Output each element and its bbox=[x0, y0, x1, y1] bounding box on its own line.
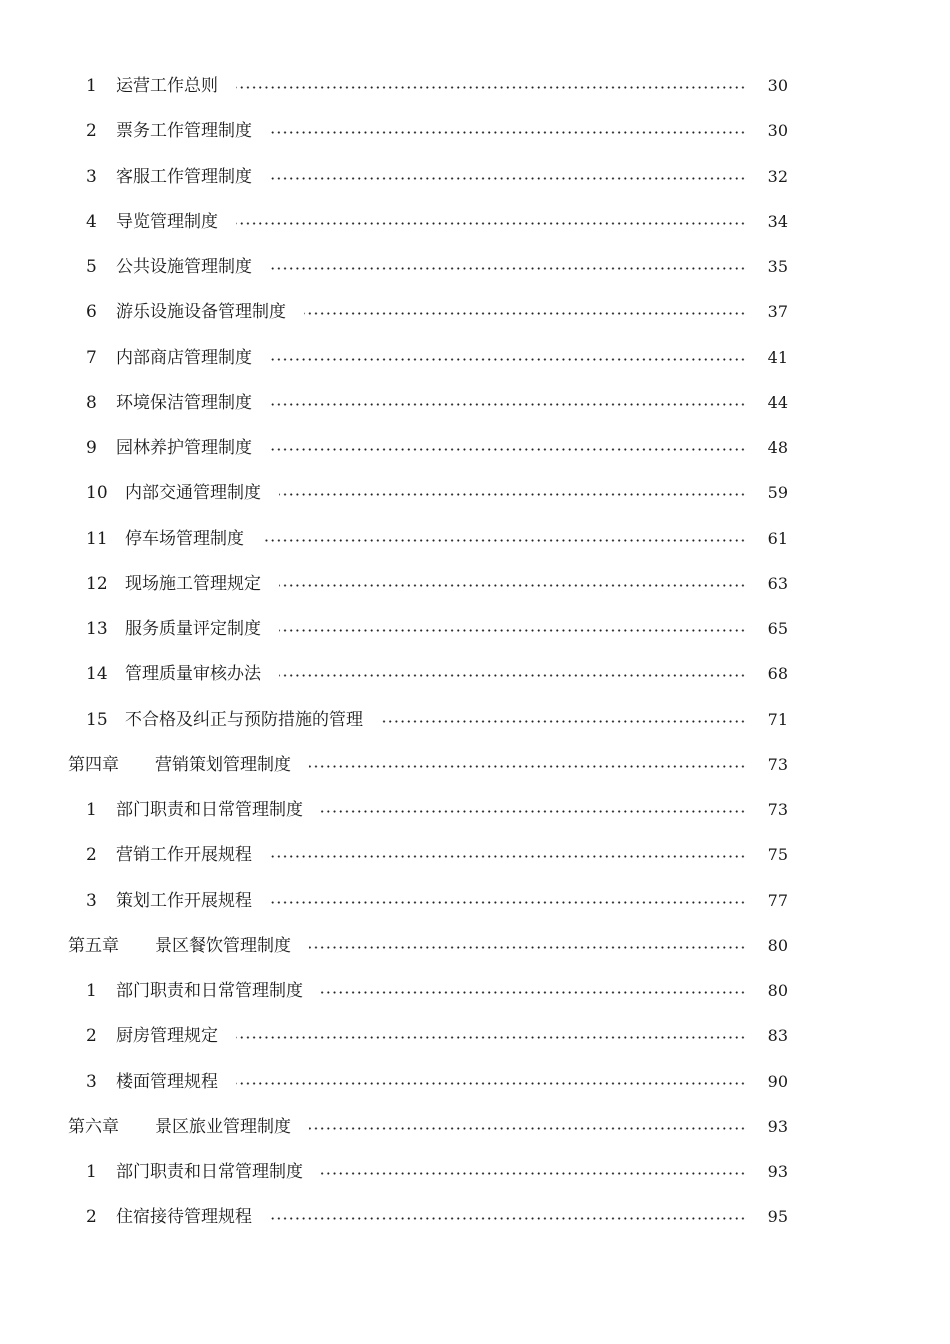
toc-entry-row[interactable] bbox=[0, 1150, 950, 1195]
entry-title: 环境保洁管理制度 bbox=[116, 392, 252, 413]
page-number: 30 bbox=[767, 76, 788, 95]
toc-label bbox=[86, 75, 218, 97]
page-number: 48 bbox=[767, 438, 788, 457]
toc-label bbox=[86, 890, 252, 912]
entry-number: 7 bbox=[86, 347, 97, 368]
toc-chapter-row[interactable] bbox=[0, 924, 950, 969]
dot-leader bbox=[321, 991, 746, 994]
toc-entry-row[interactable] bbox=[0, 562, 950, 607]
toc-label bbox=[86, 844, 252, 866]
toc-entry-row[interactable] bbox=[0, 64, 950, 109]
entry-number: 13 bbox=[86, 619, 108, 639]
toc-label bbox=[86, 166, 252, 188]
page-number: 73 bbox=[767, 754, 788, 774]
page-number: 93 bbox=[767, 1116, 788, 1136]
page-number: 30 bbox=[767, 121, 788, 141]
page-number: 41 bbox=[767, 347, 788, 367]
page-number: 71 bbox=[767, 709, 788, 729]
page-number: 37 bbox=[767, 302, 788, 322]
chapter-number: 第四章 bbox=[68, 754, 119, 775]
entry-title: 管理质量审核办法 bbox=[125, 664, 261, 685]
toc-entry-row[interactable] bbox=[0, 290, 950, 335]
dot-leader bbox=[270, 901, 746, 904]
toc-label bbox=[86, 392, 252, 414]
entry-number: 1 bbox=[86, 1162, 97, 1182]
dot-leader bbox=[321, 810, 746, 813]
toc-label bbox=[68, 935, 291, 957]
dot-leader bbox=[270, 358, 746, 361]
toc-entry-row[interactable] bbox=[0, 109, 950, 154]
entry-number: 6 bbox=[86, 302, 97, 323]
entry-title: 厨房管理规定 bbox=[116, 1026, 218, 1047]
toc-entry-row[interactable] bbox=[0, 698, 950, 743]
entry-number: 9 bbox=[86, 438, 97, 458]
toc-entry-row[interactable] bbox=[0, 969, 950, 1014]
dot-leader bbox=[279, 584, 746, 587]
page-number: 80 bbox=[767, 935, 788, 955]
entry-number: 1 bbox=[86, 800, 97, 820]
entry-number: 8 bbox=[86, 392, 97, 413]
page-number: 95 bbox=[767, 1207, 788, 1227]
entry-title: 部门职责和日常管理制度 bbox=[116, 1162, 303, 1182]
toc-label bbox=[86, 663, 261, 685]
page-number: 75 bbox=[767, 845, 788, 865]
dot-leader bbox=[270, 403, 746, 406]
entry-title: 楼面管理规程 bbox=[116, 1071, 218, 1092]
dot-leader bbox=[270, 448, 746, 451]
toc-entry-row[interactable] bbox=[0, 245, 950, 290]
toc-label bbox=[86, 301, 286, 323]
toc-entry-row[interactable] bbox=[0, 607, 950, 652]
entry-title: 策划工作开展规程 bbox=[116, 890, 252, 911]
toc-label bbox=[86, 573, 261, 595]
page-number: 35 bbox=[767, 257, 788, 276]
toc-entry-row[interactable] bbox=[0, 1060, 950, 1105]
page-number: 77 bbox=[767, 890, 788, 910]
entry-title: 公共设施管理制度 bbox=[116, 257, 252, 277]
dot-leader bbox=[309, 946, 746, 949]
page-number: 44 bbox=[767, 392, 788, 412]
toc-entry-row[interactable] bbox=[0, 471, 950, 516]
dot-leader bbox=[270, 177, 746, 180]
toc-label bbox=[86, 1206, 252, 1228]
page-number: 80 bbox=[767, 981, 788, 1000]
toc-entry-row[interactable] bbox=[0, 200, 950, 245]
entry-number: 2 bbox=[86, 1026, 97, 1047]
entry-number: 14 bbox=[86, 664, 108, 685]
dot-leader bbox=[236, 222, 746, 225]
chapter-title: 景区旅业管理制度 bbox=[155, 1116, 291, 1137]
dot-leader bbox=[270, 855, 746, 858]
page-number: 34 bbox=[767, 211, 788, 231]
toc-entry-row[interactable] bbox=[0, 833, 950, 878]
page-number: 61 bbox=[767, 528, 788, 548]
dot-leader bbox=[279, 493, 746, 496]
page-number: 83 bbox=[767, 1026, 788, 1046]
entry-number: 3 bbox=[86, 890, 97, 911]
entry-number: 2 bbox=[86, 845, 97, 866]
toc-label bbox=[86, 799, 303, 821]
toc-entry-row[interactable] bbox=[0, 1195, 950, 1240]
toc-chapter-row[interactable] bbox=[0, 743, 950, 788]
entry-number: 3 bbox=[86, 166, 97, 187]
toc-label bbox=[86, 618, 261, 640]
page-number: 65 bbox=[767, 619, 788, 638]
toc-label bbox=[86, 482, 261, 504]
toc-entry-row[interactable] bbox=[0, 788, 950, 833]
toc-entry-row[interactable] bbox=[0, 1014, 950, 1059]
entry-title: 运营工作总则 bbox=[116, 76, 218, 96]
chapter-number: 第六章 bbox=[68, 1116, 119, 1137]
page-number: 93 bbox=[767, 1162, 788, 1181]
entry-number: 15 bbox=[86, 709, 108, 730]
toc-label bbox=[86, 211, 218, 233]
toc-label bbox=[86, 1161, 303, 1183]
entry-number: 11 bbox=[86, 528, 108, 549]
dot-leader bbox=[236, 86, 746, 89]
page-number: 73 bbox=[767, 800, 788, 819]
dot-leader bbox=[236, 1082, 746, 1085]
dot-leader bbox=[279, 674, 746, 677]
page-number: 90 bbox=[767, 1071, 788, 1091]
dot-leader bbox=[236, 1036, 746, 1039]
page-number: 59 bbox=[767, 483, 788, 503]
dot-leader bbox=[309, 1127, 746, 1130]
entry-title: 内部商店管理制度 bbox=[116, 347, 252, 368]
dot-leader bbox=[309, 765, 746, 768]
entry-title: 内部交通管理制度 bbox=[125, 483, 261, 504]
toc-entry-row[interactable] bbox=[0, 517, 950, 562]
entry-title: 导览管理制度 bbox=[116, 211, 218, 232]
entry-title: 部门职责和日常管理制度 bbox=[116, 981, 303, 1001]
toc-entry-row[interactable] bbox=[0, 381, 950, 426]
entry-number: 1 bbox=[86, 76, 97, 96]
dot-leader bbox=[270, 131, 746, 134]
entry-number: 4 bbox=[86, 211, 97, 232]
dot-leader bbox=[262, 539, 746, 542]
dot-leader bbox=[279, 629, 746, 632]
entry-number: 1 bbox=[86, 981, 97, 1001]
entry-title: 游乐设施设备管理制度 bbox=[116, 302, 286, 323]
dot-leader bbox=[321, 1172, 746, 1175]
toc-label bbox=[86, 1025, 218, 1047]
entry-title: 停车场管理制度 bbox=[125, 528, 244, 549]
entry-title: 住宿接待管理规程 bbox=[116, 1207, 252, 1228]
entry-title: 园林养护管理制度 bbox=[116, 438, 252, 458]
toc-label bbox=[86, 528, 244, 550]
toc-label bbox=[86, 709, 363, 731]
entry-number: 10 bbox=[86, 483, 108, 504]
toc-label bbox=[86, 1071, 218, 1093]
toc-label bbox=[68, 1116, 291, 1138]
toc-label bbox=[86, 437, 252, 459]
table-of-contents bbox=[0, 64, 950, 1241]
entry-title: 部门职责和日常管理制度 bbox=[116, 800, 303, 820]
entry-number: 5 bbox=[86, 257, 97, 277]
dot-leader bbox=[270, 267, 746, 270]
toc-label bbox=[68, 754, 291, 776]
entry-title: 客服工作管理制度 bbox=[116, 166, 252, 187]
toc-chapter-row[interactable] bbox=[0, 1105, 950, 1150]
dot-leader bbox=[381, 720, 746, 723]
entry-title: 服务质量评定制度 bbox=[125, 619, 261, 639]
entry-number: 2 bbox=[86, 121, 97, 142]
entry-title: 不合格及纠正与预防措施的管理 bbox=[125, 709, 363, 730]
page-number: 63 bbox=[767, 573, 788, 593]
toc-label bbox=[86, 256, 252, 278]
toc-label bbox=[86, 120, 252, 142]
entry-title: 现场施工管理规定 bbox=[125, 573, 261, 594]
toc-entry-row[interactable] bbox=[0, 652, 950, 697]
dot-leader bbox=[270, 1217, 746, 1220]
chapter-number: 第五章 bbox=[68, 935, 119, 956]
chapter-title: 景区餐饮管理制度 bbox=[155, 935, 291, 956]
page-number: 32 bbox=[767, 166, 788, 186]
toc-entry-row[interactable] bbox=[0, 879, 950, 924]
entry-number: 2 bbox=[86, 1207, 97, 1228]
entry-number: 3 bbox=[86, 1071, 97, 1092]
toc-entry-row[interactable] bbox=[0, 426, 950, 471]
entry-title: 营销工作开展规程 bbox=[116, 845, 252, 866]
entry-title: 票务工作管理制度 bbox=[116, 121, 252, 142]
entry-number: 12 bbox=[86, 573, 108, 594]
toc-label bbox=[86, 980, 303, 1002]
toc-entry-row[interactable] bbox=[0, 336, 950, 381]
chapter-title: 营销策划管理制度 bbox=[155, 754, 291, 775]
dot-leader bbox=[304, 312, 746, 315]
page-number: 68 bbox=[767, 664, 788, 684]
toc-label bbox=[86, 347, 252, 369]
toc-entry-row[interactable] bbox=[0, 155, 950, 200]
